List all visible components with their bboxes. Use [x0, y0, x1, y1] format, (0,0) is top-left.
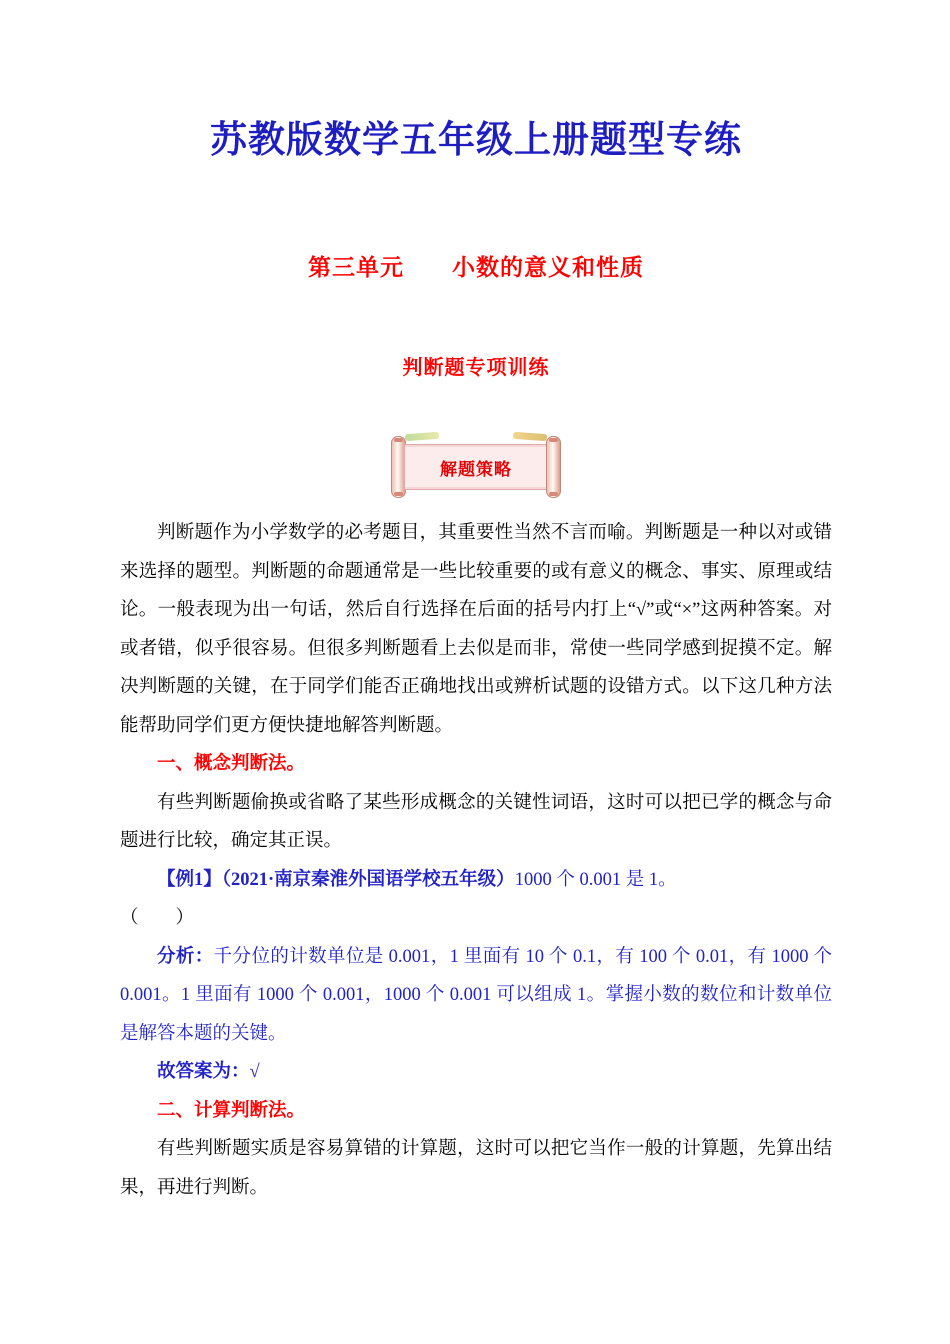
pencil-decoration-icon [513, 432, 547, 441]
example1-label: 【例1】 [157, 869, 222, 890]
analysis-text: 千分位的计数单位是 0.001，1 里面有 10 个 0.1，有 100 个 0.01，有 1000 个 0.001。1 里面有 1000 个 0.001，1000 个 0.001 可以组成 1。掌握小数的数位和计数单位是解答本题的关键。 [120, 946, 832, 1044]
scroll-right-roll-icon [546, 436, 561, 498]
intro-paragraph: 判断题作为小学数学的必考题目，其重要性当然不言而喻。判断题是一种以对或错来选择的题型。判断题的命题通常是一些比较重要的或有意义的概念、事实、原理或结论。一般表现为出一句话，然后自行选择在后面的括号内打上“√”或“×”这两种答案。对或者错，似乎很容易。但很多判断题看上去似是而非，常使一些同学感到捉摸不定。解决判断题的关键，在于同学们能否正确地找出或辨析试题的设错方式。以下这几种方法能帮助同学们更方便快捷地解答判断题。 [120, 523, 832, 736]
method1-heading: 一、概念判断法。 [157, 754, 306, 774]
method2-description: 有些判断题实质是容易算错的计算题，这时可以把它当作一般的计算题，先算出结果，再进行判断。 [120, 1139, 832, 1198]
answer-line: 故答案为：√ [157, 1062, 260, 1082]
example1-source: （2021·南京秦淮外国语学校五年级） [221, 869, 515, 890]
method2-heading: 二、计算判断法。 [157, 1100, 306, 1121]
unit-heading: 第三单元 小数的意义和性质 [308, 255, 644, 280]
method1-description: 有些判断题偷换或省略了某些形成概念的关键性词语，这时可以把已学的概念与命题进行比较，确定其正误。 [120, 792, 832, 851]
example1-answer-bracket: （ ） [120, 908, 195, 928]
example1-question: 1000 个 0.001 是 1。 [514, 869, 677, 890]
analysis-paragraph [120, 938, 832, 1054]
section-heading: 判断题专项训练 [402, 357, 550, 379]
analysis-label: 分析： [157, 946, 214, 967]
banner-label: 解题策略 [440, 459, 512, 479]
document-title: 苏教版数学五年级上册题型专练 [210, 120, 742, 161]
scroll-banner-body [404, 444, 548, 490]
strategy-scroll-banner [391, 436, 561, 498]
pencil-decoration-icon [405, 432, 439, 441]
example1-line [120, 861, 832, 900]
